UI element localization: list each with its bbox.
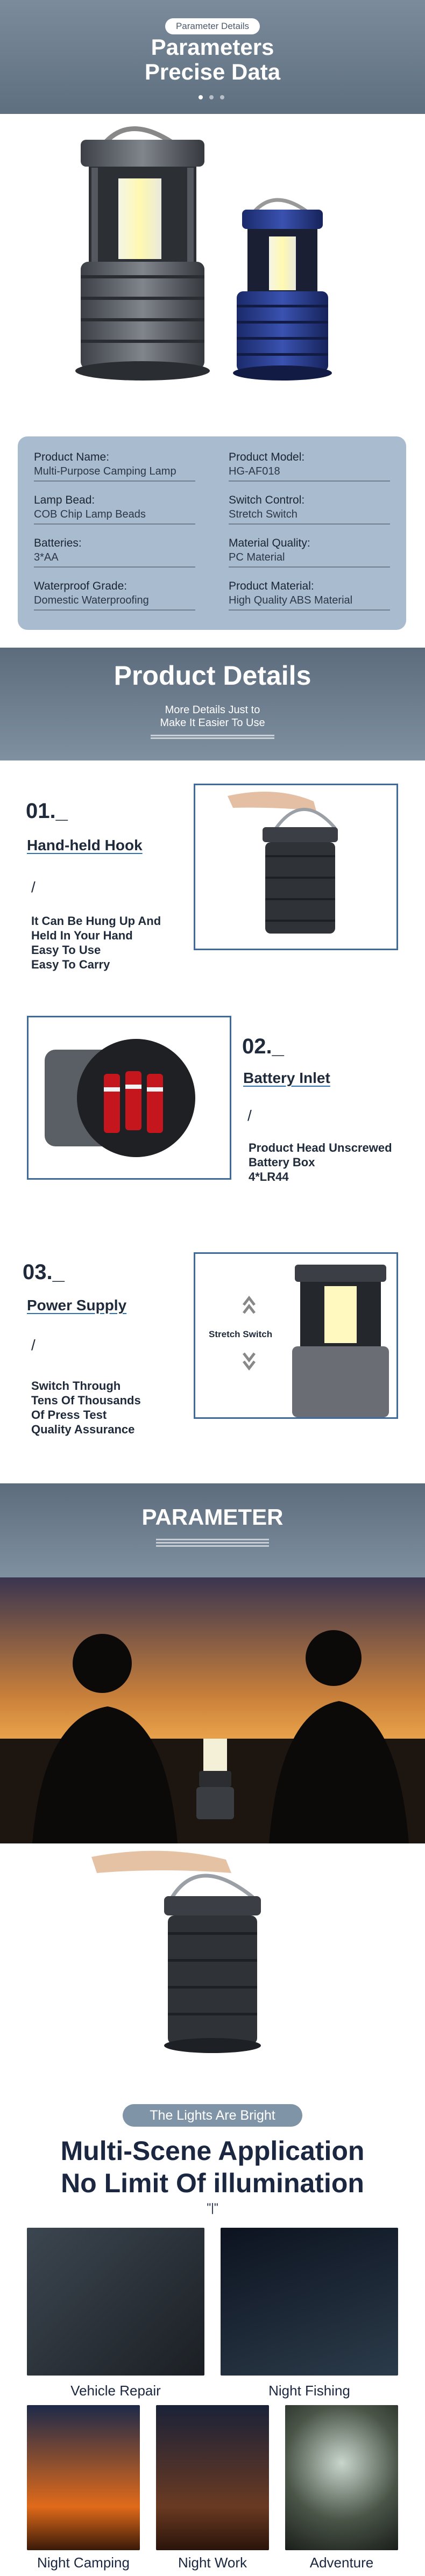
spec-waterproof-grade bbox=[34, 576, 195, 611]
desc-line: Tens Of Thousands bbox=[31, 1394, 141, 1407]
spec-value: 3*AA bbox=[34, 551, 59, 563]
desc-line: Product Head Unscrewed bbox=[249, 1141, 392, 1154]
scene-caption: Night Camping bbox=[37, 2555, 130, 2571]
scene-caption: Vehicle Repair bbox=[70, 2383, 161, 2399]
desc-line: Of Press Test bbox=[31, 1408, 107, 1422]
feature-hand-held-hook bbox=[0, 760, 425, 986]
spec-product-material bbox=[229, 576, 390, 611]
power-supply-image bbox=[194, 1252, 398, 1419]
multi-scene-title-2: No Limit Of illumination bbox=[61, 2168, 364, 2198]
header-title-line2: Precise Data bbox=[144, 59, 281, 84]
feature-number: 03._ bbox=[23, 1260, 65, 1284]
spec-label: Lamp Bead: bbox=[34, 494, 95, 506]
parameter-banner bbox=[0, 1483, 425, 1577]
battery-cell bbox=[147, 1074, 163, 1133]
hero-product-image bbox=[0, 114, 425, 436]
feature-title: Battery Inlet bbox=[243, 1070, 330, 1086]
night-fishing-photo bbox=[221, 2228, 398, 2376]
quote-mark: "|" bbox=[207, 2201, 218, 2214]
product-details-subtitle-1: More Details Just to bbox=[165, 704, 260, 716]
desc-line: Switch Through bbox=[31, 1379, 121, 1393]
parameter-details-pill: Parameter Details bbox=[165, 18, 260, 34]
spec-value: PC Material bbox=[229, 551, 285, 563]
vehicle-repair-photo bbox=[27, 2228, 204, 2376]
cob-light bbox=[324, 1286, 357, 1343]
scene-caption: Night Fishing bbox=[268, 2383, 350, 2399]
fine-print-decoration bbox=[151, 734, 274, 740]
spec-label: Product Name: bbox=[34, 451, 110, 463]
spec-label: Waterproof Grade: bbox=[34, 580, 128, 592]
spec-value: COB Chip Lamp Beads bbox=[34, 508, 146, 520]
lantern-body bbox=[292, 1346, 389, 1417]
blue-lantern-cob-light bbox=[269, 236, 296, 290]
spec-label: Material Quality: bbox=[229, 537, 310, 549]
spec-value: HG-AF018 bbox=[229, 465, 280, 477]
feature-power-supply bbox=[0, 1212, 425, 1438]
feature-slash: / bbox=[31, 1337, 36, 1353]
night-camping-photo bbox=[27, 2405, 140, 2550]
spec-batteries bbox=[34, 533, 195, 568]
desc-line: Easy To Use bbox=[31, 943, 101, 957]
header-title-line1: Parameters bbox=[151, 34, 274, 60]
feature-description bbox=[31, 1379, 141, 1437]
battery-cell bbox=[125, 1071, 141, 1130]
spec-label: Product Material: bbox=[229, 580, 314, 592]
desc-line: Battery Box bbox=[249, 1156, 315, 1169]
battery-inlet-image bbox=[27, 1016, 231, 1180]
parameter-title: PARAMETER bbox=[141, 1504, 284, 1530]
person-silhouette-left bbox=[73, 1634, 132, 1693]
hand-holding-lantern-photo bbox=[0, 1843, 425, 2088]
specification-card bbox=[18, 436, 406, 630]
desc-line: It Can Be Hung Up And bbox=[31, 914, 161, 928]
spec-product-model bbox=[229, 447, 390, 482]
feature-title: Hand-held Hook bbox=[27, 837, 143, 853]
fine-print-decoration bbox=[156, 1537, 269, 1546]
lights-bright-pill: The Lights Are Bright bbox=[123, 2104, 302, 2127]
desc-line: 4*LR44 bbox=[249, 1170, 289, 1183]
spec-label: Batteries: bbox=[34, 537, 82, 549]
spec-value: High Quality ABS Material bbox=[229, 594, 353, 606]
person-silhouette-right bbox=[306, 1630, 362, 1686]
spec-value: Stretch Switch bbox=[229, 508, 298, 520]
spec-product-name bbox=[34, 447, 195, 482]
carousel-dot[interactable] bbox=[220, 95, 224, 99]
spec-material-quality bbox=[229, 533, 390, 568]
blue-lantern-body bbox=[237, 291, 328, 372]
night-work-photo bbox=[156, 2405, 269, 2550]
gray-lantern-top bbox=[81, 140, 204, 167]
feature-slash: / bbox=[247, 1107, 252, 1124]
stretch-switch-label: Stretch Switch bbox=[209, 1329, 273, 1339]
scene-caption: Adventure bbox=[309, 2555, 374, 2571]
spec-label: Product Model: bbox=[229, 451, 305, 463]
feature-number: 02._ bbox=[242, 1035, 284, 1058]
spec-lamp-bead bbox=[34, 490, 195, 525]
gray-lantern-cob-light bbox=[118, 178, 161, 259]
feature-number: 01._ bbox=[26, 799, 68, 823]
desc-line: Easy To Carry bbox=[31, 958, 110, 971]
carousel-dot-active[interactable] bbox=[199, 95, 203, 99]
feature-slash: / bbox=[31, 879, 36, 895]
lanterns-illustration bbox=[0, 114, 425, 436]
product-details-subtitle-2: Make It Easier To Use bbox=[160, 717, 265, 729]
hand-held-hook-image bbox=[194, 784, 398, 950]
lantern-small bbox=[199, 1771, 231, 1787]
desc-line: Quality Assurance bbox=[31, 1423, 135, 1436]
battery-cell bbox=[104, 1074, 120, 1133]
sunset-scene-photo bbox=[0, 1577, 425, 1843]
desc-line: Held In Your Hand bbox=[31, 929, 133, 942]
product-details-banner bbox=[0, 648, 425, 760]
feature-description bbox=[31, 914, 161, 972]
multi-scene-title-1: Multi-Scene Application bbox=[60, 2136, 365, 2166]
spec-value: Domestic Waterproofing bbox=[34, 594, 149, 606]
feature-title: Power Supply bbox=[27, 1297, 127, 1314]
spec-switch-control bbox=[229, 490, 390, 525]
spec-value: Multi-Purpose Camping Lamp bbox=[34, 465, 176, 477]
adventure-photo bbox=[285, 2405, 398, 2550]
blue-lantern-top bbox=[242, 210, 323, 229]
parameters-header bbox=[0, 0, 425, 114]
spec-label: Switch Control: bbox=[229, 494, 305, 506]
feature-battery-inlet bbox=[0, 986, 425, 1212]
feature-description bbox=[249, 1140, 392, 1184]
product-details-title: Product Details bbox=[114, 661, 311, 691]
carousel-dots[interactable] bbox=[195, 92, 230, 99]
multi-scene-section bbox=[0, 2088, 425, 2576]
carousel-dot[interactable] bbox=[209, 95, 214, 99]
scene-caption: Night Work bbox=[178, 2555, 247, 2571]
